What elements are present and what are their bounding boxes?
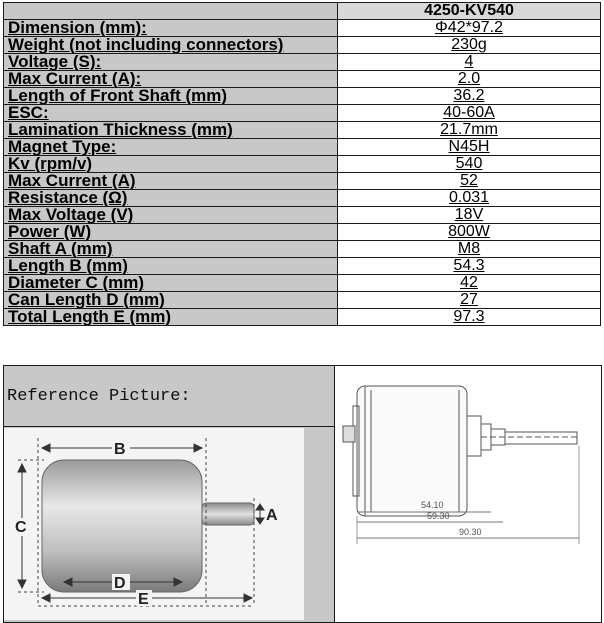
spec-row [4,139,601,156]
spec-value: 54.3 [338,258,601,275]
label-b: B [114,441,126,458]
spec-label: Kv (rpm/v) [4,156,338,173]
spec-value: 2.0 [338,71,601,88]
spec-label: Magnet Type: [4,139,338,156]
spec-value: 800W [338,224,601,241]
spec-label: Max Current (A) [4,173,338,190]
spec-label: Resistance (Ω) [4,190,338,207]
header-label [4,3,338,20]
spec-value: 97.3 [338,309,601,326]
spec-row [4,88,601,105]
drawing-dim-2: 59.30 [427,511,450,521]
spec-label: Lamination Thickness (mm) [4,122,338,139]
motor-dimension-diagram [4,428,304,620]
spec-label: Voltage (S): [4,54,338,71]
spec-row [4,258,601,275]
spec-row [4,122,601,139]
motor-can [42,460,202,592]
spec-label: Dimension (mm): [4,20,338,37]
spec-label: Diameter C (mm) [4,275,338,292]
spec-row [4,37,601,54]
spec-value: 18V [338,207,601,224]
spec-value: 230g [338,37,601,54]
spec-value: Φ42*97.2 [338,20,601,37]
model-title: 4250-KV540 [338,3,601,20]
spec-label: Max Current (A): [4,71,338,88]
drawing-dim-1: 54.10 [421,500,444,510]
spec-label: Can Length D (mm) [4,292,338,309]
spec-row [4,173,601,190]
spec-row [4,156,601,173]
spec-value: 0.031 [338,190,601,207]
label-c: C [15,519,27,536]
spec-row [4,71,601,88]
spec-value: M8 [338,241,601,258]
spec-value: N45H [338,139,601,156]
label-a: A [266,507,278,524]
spec-value: 4 [338,54,601,71]
spec-label: Total Length E (mm) [4,309,338,326]
spec-row [4,105,601,122]
label-e: E [138,591,149,608]
spec-label: Weight (not including connectors) [4,37,338,54]
motor-technical-drawing [335,366,599,616]
spec-label: ESC: [4,105,338,122]
table-header-row [4,3,601,20]
spec-value: 42 [338,275,601,292]
spec-value: 40-60A [338,105,601,122]
spec-value: 52 [338,173,601,190]
spec-table [3,2,601,326]
spec-value: 21.7mm [338,122,601,139]
spec-row [4,241,601,258]
spec-row [4,309,601,326]
spec-row [4,292,601,309]
spec-value: 540 [338,156,601,173]
spec-row [4,20,601,37]
spec-row [4,224,601,241]
spec-label: Length B (mm) [4,258,338,275]
spec-row [4,54,601,71]
motor-shaft [202,503,254,525]
spec-row [4,207,601,224]
spec-row [4,190,601,207]
spec-value: 27 [338,292,601,309]
spec-label: Max Voltage (V) [4,207,338,224]
spec-label: Shaft A (mm) [4,241,338,258]
drawing-dim-3: 90.30 [459,527,482,537]
reference-picture-label: Reference Picture: [7,387,191,406]
spec-value: 36.2 [338,88,601,105]
spec-label: Length of Front Shaft (mm) [4,88,338,105]
spec-label: Power (W) [4,224,338,241]
label-d: D [114,575,126,592]
spec-row [4,275,601,292]
